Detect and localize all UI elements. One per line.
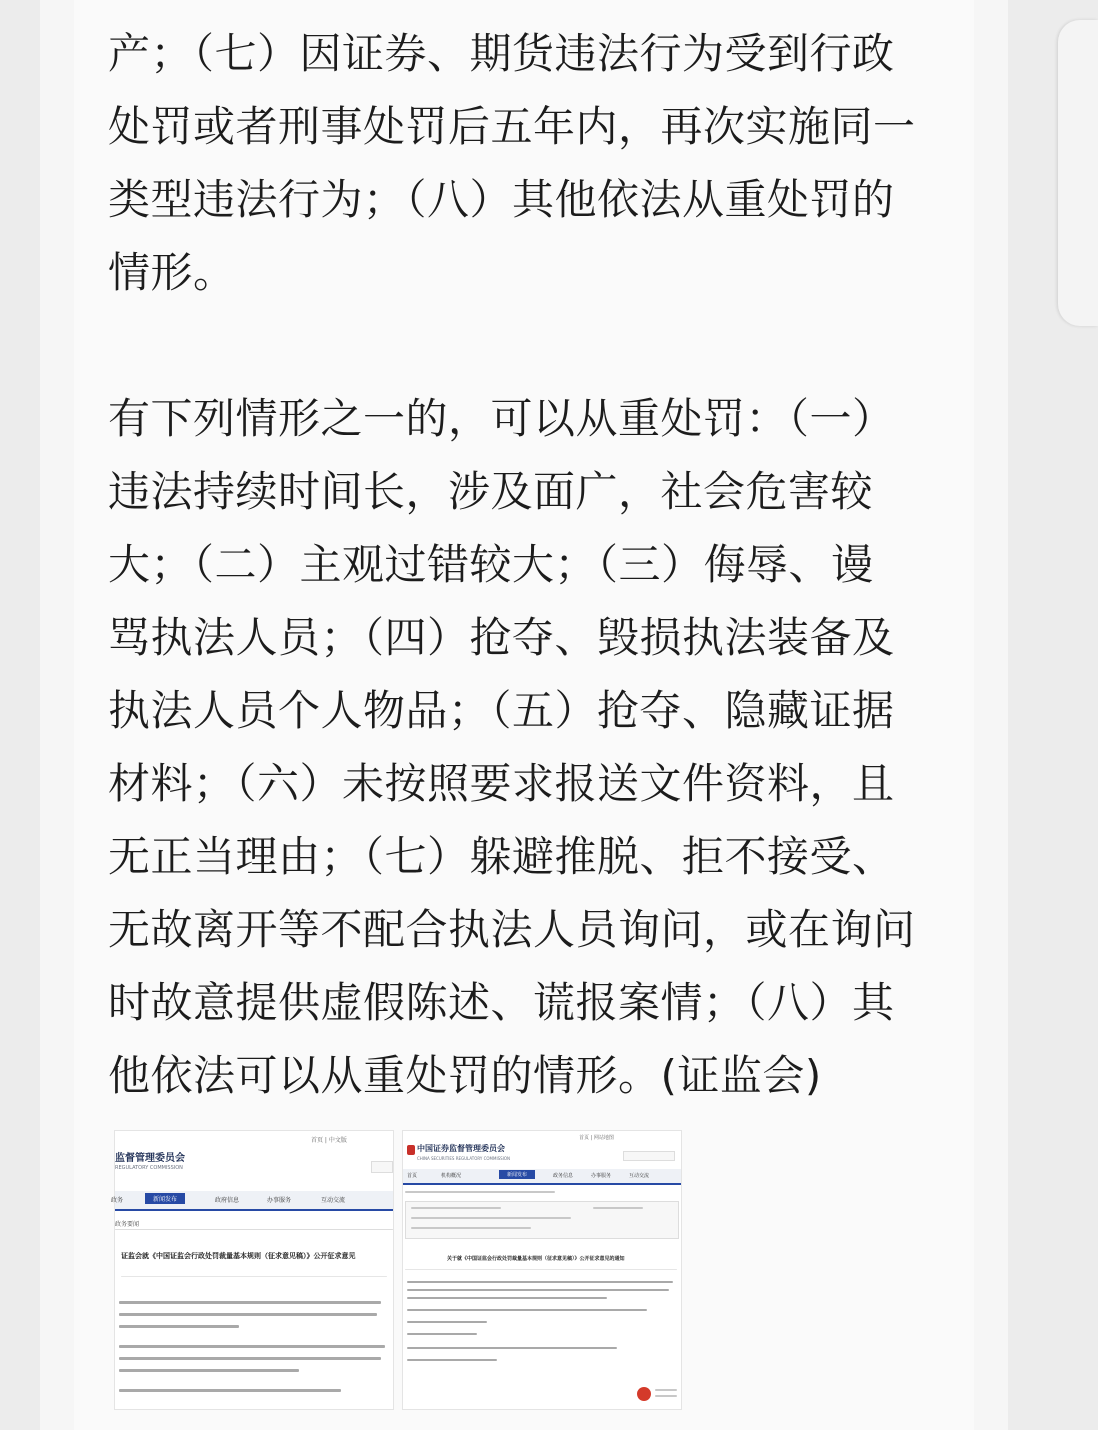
divider — [405, 1269, 677, 1270]
nav-item[interactable]: 首页 — [407, 1173, 418, 1179]
body-text-line — [119, 1389, 341, 1392]
info-row — [593, 1207, 643, 1209]
nav-item-active[interactable]: 新闻发布 — [499, 1170, 535, 1179]
embedded-screenshot-left[interactable] — [111, 1130, 394, 1410]
divider — [121, 1276, 387, 1277]
emblem-icon — [407, 1145, 415, 1155]
main-nav — [403, 1169, 681, 1185]
article-paragraph-1 — [108, 17, 948, 309]
text-line: 产；（七）因证券、期货违法行为受到行政 — [108, 29, 895, 78]
signature-line — [655, 1389, 677, 1391]
search-box[interactable] — [623, 1151, 675, 1161]
body-text-line — [407, 1297, 607, 1299]
top-links: 首页 | 中文版 — [311, 1137, 347, 1144]
info-row — [411, 1207, 501, 1209]
body-text-line — [407, 1289, 669, 1291]
body-text-line — [407, 1309, 647, 1311]
text-line: 类型违法行为；（八）其他依法从重处罚的 — [108, 175, 895, 224]
breadcrumb — [405, 1191, 555, 1193]
text-line: 情形。 — [108, 248, 236, 297]
info-row — [411, 1217, 571, 1219]
body-text-line — [407, 1359, 497, 1361]
site-title: 监督管理委员会 — [115, 1153, 185, 1164]
body-text-line — [407, 1347, 617, 1349]
text-line: 骂执法人员；（四）抢夺、毁损执法装备及 — [108, 613, 895, 662]
text-line: 无故离开等不配合执法人员询问，或在询问 — [108, 905, 916, 954]
article-heading: 证监会就《中国证监会行政处罚裁量基本规则（征求意见稿）》公开征求意见 — [121, 1252, 356, 1260]
article-paragraph-2 — [108, 382, 948, 1112]
search-box[interactable] — [371, 1161, 393, 1173]
body-text-line — [407, 1321, 487, 1323]
body-text-line — [407, 1281, 673, 1283]
site-subtitle: REGULATORY COMMISSION — [115, 1165, 183, 1171]
text-line: 大；（二）主观过错较大；（三）侮辱、谩 — [108, 540, 874, 589]
nav-item[interactable]: 办事服务 — [591, 1173, 612, 1179]
body-text-line — [119, 1325, 239, 1328]
top-links: 首页 | 网站地图 — [579, 1135, 614, 1141]
nav-item[interactable]: 政务信息 — [553, 1173, 574, 1179]
nav-item[interactable]: 政务 — [111, 1197, 124, 1204]
text-line: 违法持续时间长，涉及面广，社会危害较 — [108, 467, 874, 516]
nav-item[interactable]: 互动交流 — [321, 1197, 346, 1204]
nav-item[interactable]: 互动交流 — [629, 1173, 650, 1179]
signature-line — [655, 1395, 677, 1397]
text-line: 时故意提供虚假陈述、谎报案情；（八）其 — [108, 978, 895, 1027]
text-line: 无正当理由；（七）躲避推脱、拒不接受、 — [108, 832, 895, 881]
side-scroll-tab[interactable] — [1058, 20, 1098, 326]
nav-item[interactable]: 政府信息 — [215, 1197, 240, 1204]
article-heading: 关于就《中国证监会行政处罚裁量基本规则（征求意见稿）》公开征求意见的通知 — [447, 1256, 625, 1262]
site-subtitle: CHINA SECURITIES REGULATORY COMMISSION — [417, 1156, 511, 1161]
embedded-screenshot-right[interactable] — [402, 1130, 682, 1410]
section-label: 政务要闻 — [115, 1221, 140, 1228]
text-line: 有下列情形之一的，可以从重处罚：（一） — [108, 394, 895, 443]
body-text-line — [119, 1345, 385, 1348]
nav-item[interactable]: 机构概况 — [441, 1173, 462, 1179]
text-line: 处罚或者刑事处罚后五年内，再次实施同一 — [108, 102, 916, 151]
divider — [115, 1229, 393, 1230]
official-seal-icon — [637, 1387, 651, 1401]
body-text-line — [407, 1333, 477, 1335]
site-title: 中国证券监督管理委员会 — [417, 1144, 505, 1153]
text-line: 执法人员个人物品；（五）抢夺、隐藏证据 — [108, 686, 895, 735]
text-line: 材料；（六）未按照要求报送文件资料，且 — [108, 759, 895, 808]
body-text-line — [119, 1357, 381, 1360]
nav-item[interactable]: 办事服务 — [267, 1197, 292, 1204]
body-text-line — [119, 1369, 299, 1372]
body-text-line — [119, 1313, 377, 1316]
info-row — [411, 1227, 531, 1229]
body-text-line — [119, 1301, 381, 1304]
main-nav — [111, 1191, 393, 1211]
nav-item-active[interactable]: 新闻发布 — [145, 1193, 185, 1204]
text-line: 他依法可以从重处罚的情形。(证监会) — [108, 1051, 822, 1100]
